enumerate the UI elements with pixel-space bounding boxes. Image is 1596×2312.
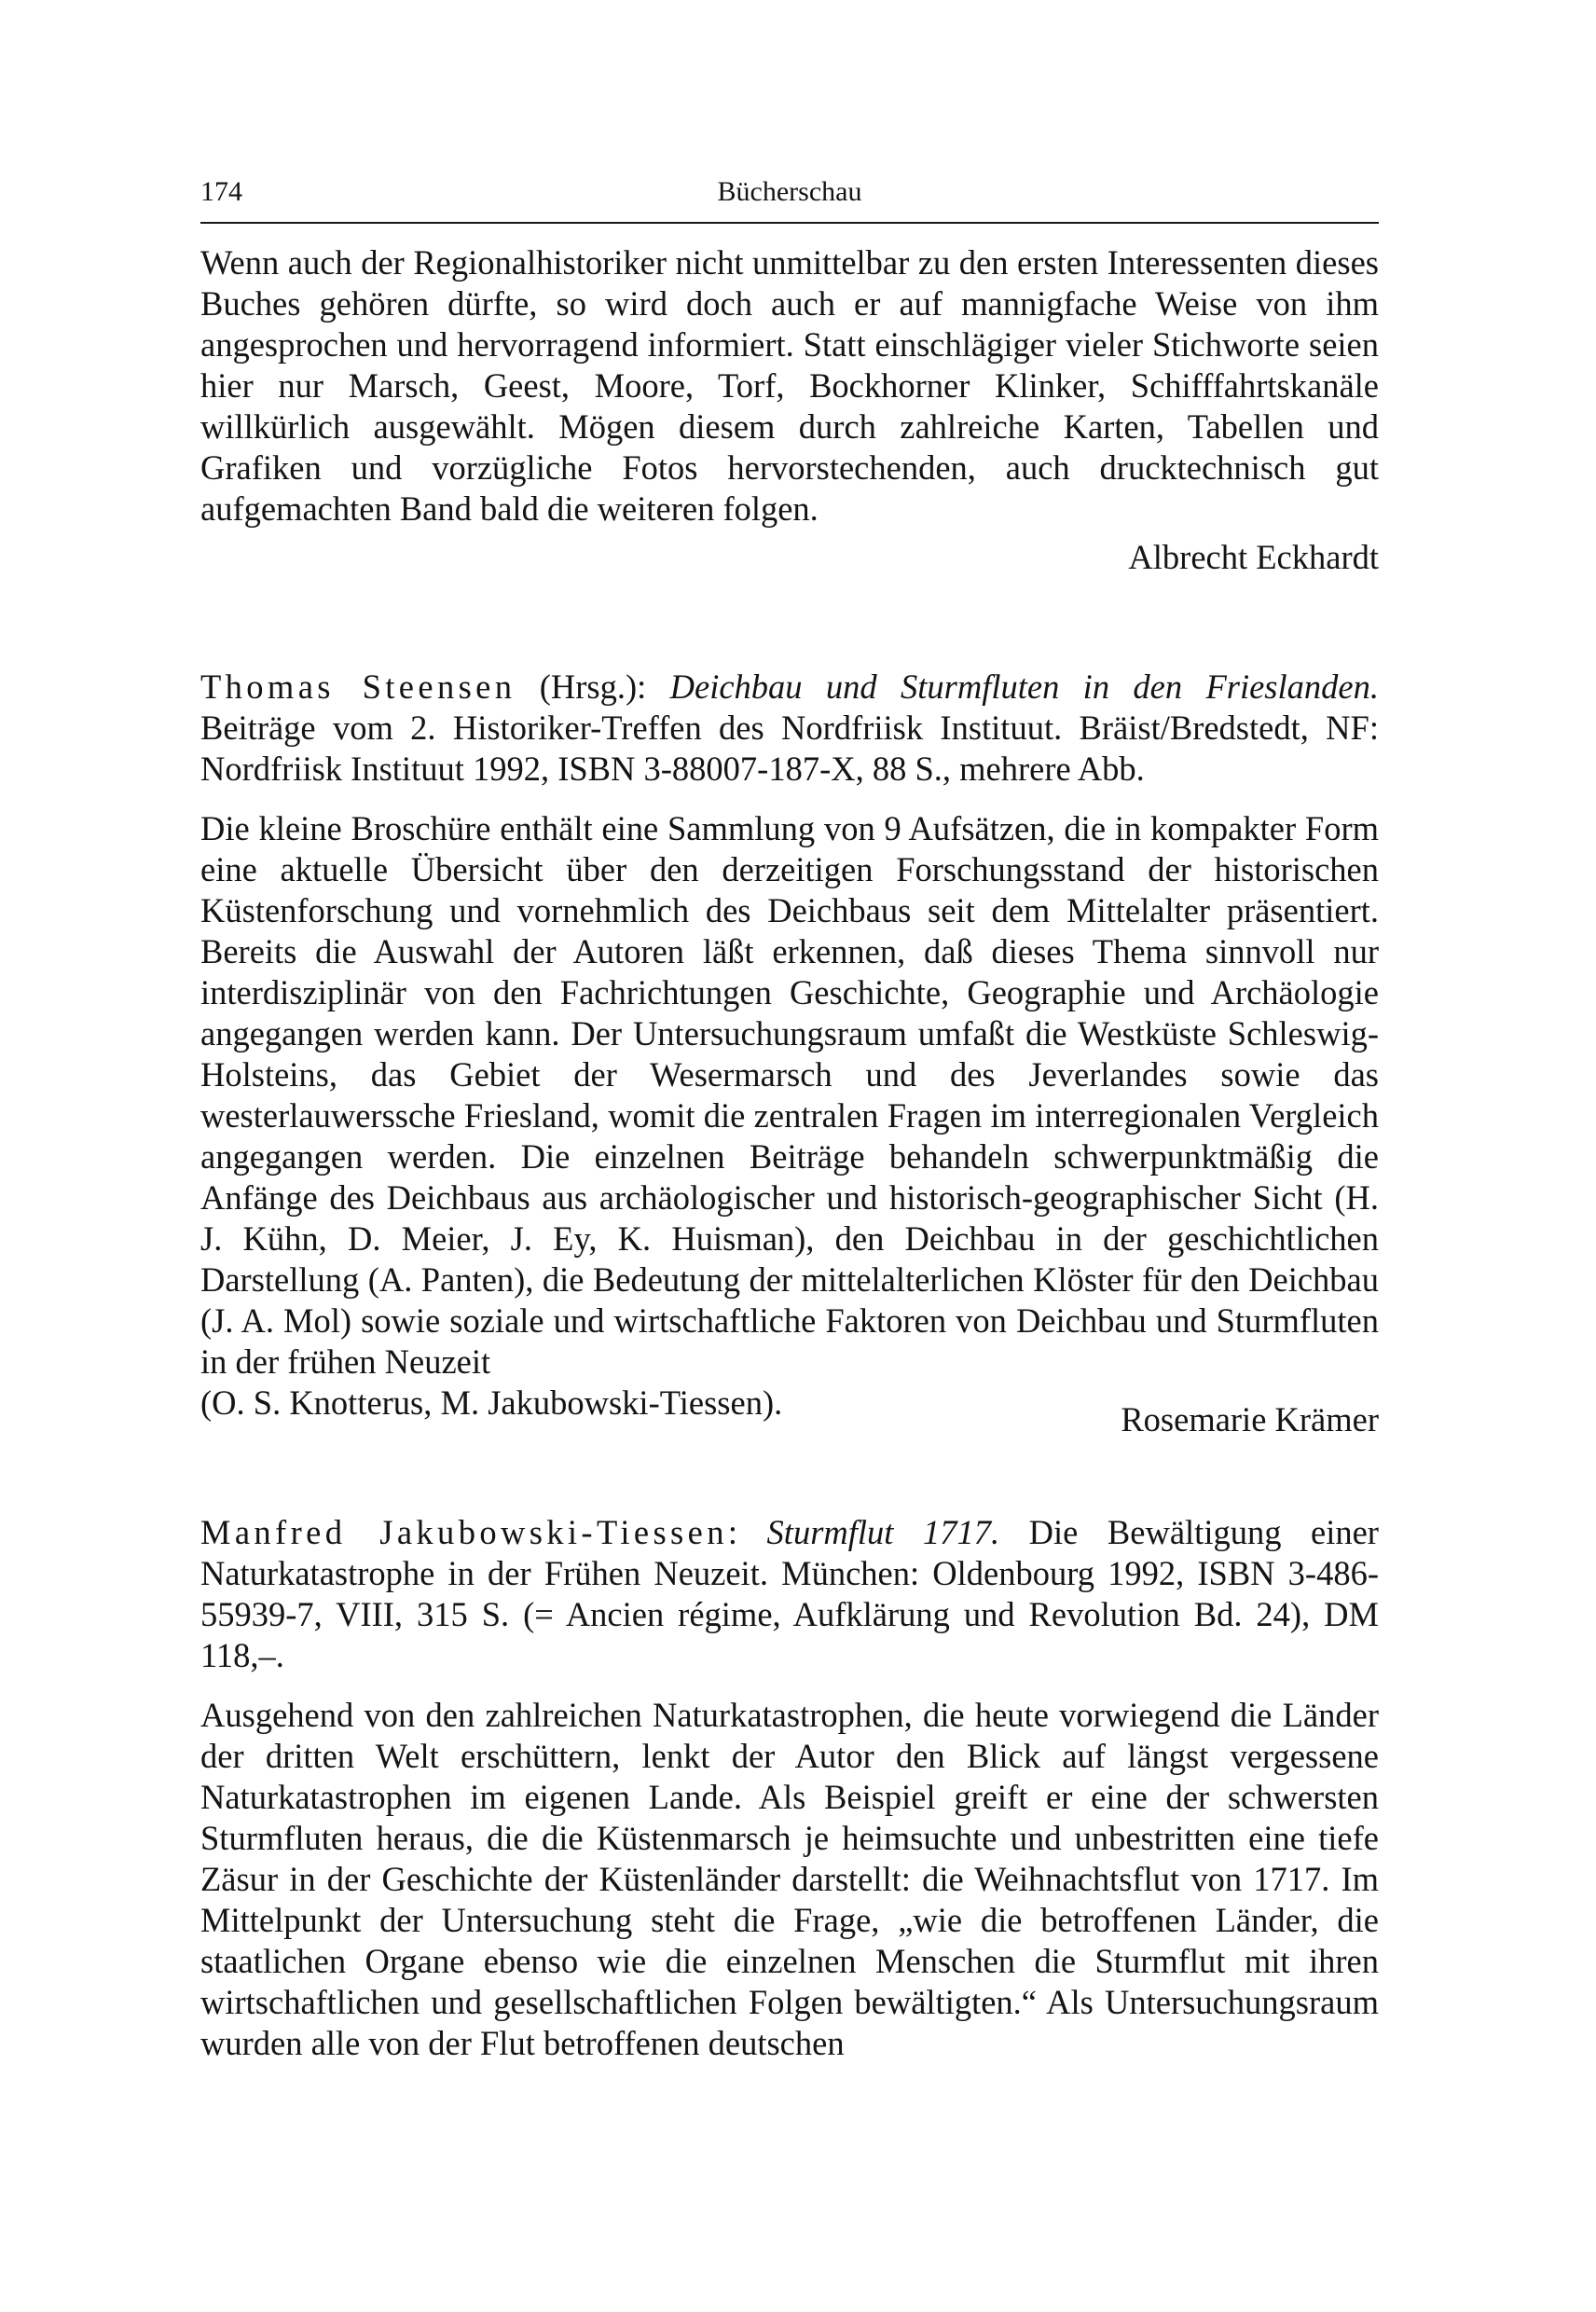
entry-bibliography: Die Bewältigung einer Naturkatastrophe in der Frühen Neuzeit. München: Oldenbourg 1992, ISBN 3-486-55939-7, VIII, 315 S. (= Ancien régime, Aufklärung und Revolution Bd. 24), DM 118,–. [200,1513,1379,1674]
review-text-last-line: (O. S. Knotterus, M. Jakubowski-Tiessen). [200,1383,783,1422]
page-number: 174 [200,176,242,207]
reviewer-signature: Albrecht Eckhardt [1128,538,1379,576]
review-text: Wenn auch der Regionalhistoriker nicht unmittelbar zu den ersten Interessenten dieses Buches gehören dürfte, so wird doch auch er auf mannigfache Weise von ihm angesprochen und hervorragend informiert. Statt einschlägiger vieler Stichworte seien hier nur Marsch, Geest, Moore, Torf, Bockhorner Klinker, Schifffahrtskanäle willkürlich ausgewählt. Mögen diesem durch zahlreiche Karten, Tabellen und Grafiken und vorzügliche Fotos hervorstechenden, auch drucktechnisch gut aufgemachten Band bald die weiteren folgen. [200,243,1379,528]
entry-title: Sturmflut 1717. [766,1513,1000,1551]
entry-author: Thomas Steensen [200,667,516,706]
review-text: Die kleine Broschüre enthält eine Sammlung von 9 Aufsätzen, die in kompakter Form eine aktuelle Übersicht über den derzeitigen Forschungsstand der historischen Küstenforschung und vornehmlich des Deichbaus seit dem Mittelalter präsentiert. Bereits die Auswahl der Autoren läßt erkennen, daß dieses Thema sinnvoll nur interdisziplinär von den Fachrichtungen Geschichte, Geographie und Archäologie angegangen werden kann. Der Untersuchungsraum umfaßt die Westküste Schleswig-Holsteins, das Gebiet der Wesermarsch und des Jeverlandes sowie das westerlauwerssche Friesland, womit die zentralen Fragen im interregionalen Vergleich angegangen werden. Die einzelnen Beiträge behandeln schwerpunktmäßig die Anfänge des Deichbaus aus archäologischer und historisch-geographischer Sicht (H. J. Kühn, D. Meier, J. Ey, K. Huisman), den Deichbau in der geschichtlichen Darstellung (A. Panten), die Bedeutung der mittelalterlichen Klöster für den Deichbau (J. A. Mol) sowie soziale und wirtschaftliche Faktoren von Deichbau und Sturmfluten in der frühen Neuzeit [200,809,1379,1381]
page [200,168,1379,2064]
entry-author: Manfred Jakubowski-Tiessen [200,1513,728,1551]
review-body [200,808,1379,1438]
section-title: Bücherschau [717,176,862,207]
entry-bibliography: Beiträge vom 2. Historiker-Treffen des Nordfriisk Instituut. Bräist/Bredstedt, NF: Nordfriisk Instituut 1992, ISBN 3-88007-187-X, 88 S., mehrere Abb. [200,709,1379,788]
entry-title: Deichbau und Sturmfluten in den Frieslanden. [669,667,1379,706]
review-text: Ausgehend von den zahlreichen Naturkatastrophen, die heute vorwiegend die Länder der dritten Welt erschüttern, lenkt der Autor den Blick auf längst vergessene Naturkatastrophen im eigenen Lande. Als Beispiel greift er eine der schwersten Sturmfluten heraus, die die Küstenmarsch je heimsuchte und unbestritten eine tiefe Zäsur in der Geschichte der Küstenländer darstellt: die Weihnachtsflut von 1717. Im Mittelpunkt der Untersuchung steht die Frage, „wie die betroffenen Länder, die staatlichen Organe ebenso wie die einzelnen Menschen die Sturmflut mit ihren wirtschaftlichen und gesellschaftlichen Folgen bewältigten.“ Als Untersuchungsraum wurden alle von der Flut betroffenen deutschen [200,1696,1379,2062]
entry-author-suffix: : [727,1513,767,1551]
entry-author-suffix: (Hrsg.): [516,667,670,706]
bibliographic-entry [200,1512,1379,1676]
reviewer-signature: Rosemarie Krämer [1121,1400,1379,1438]
header-rule [200,222,1379,224]
running-head [200,168,1379,216]
bibliographic-entry [200,667,1379,790]
